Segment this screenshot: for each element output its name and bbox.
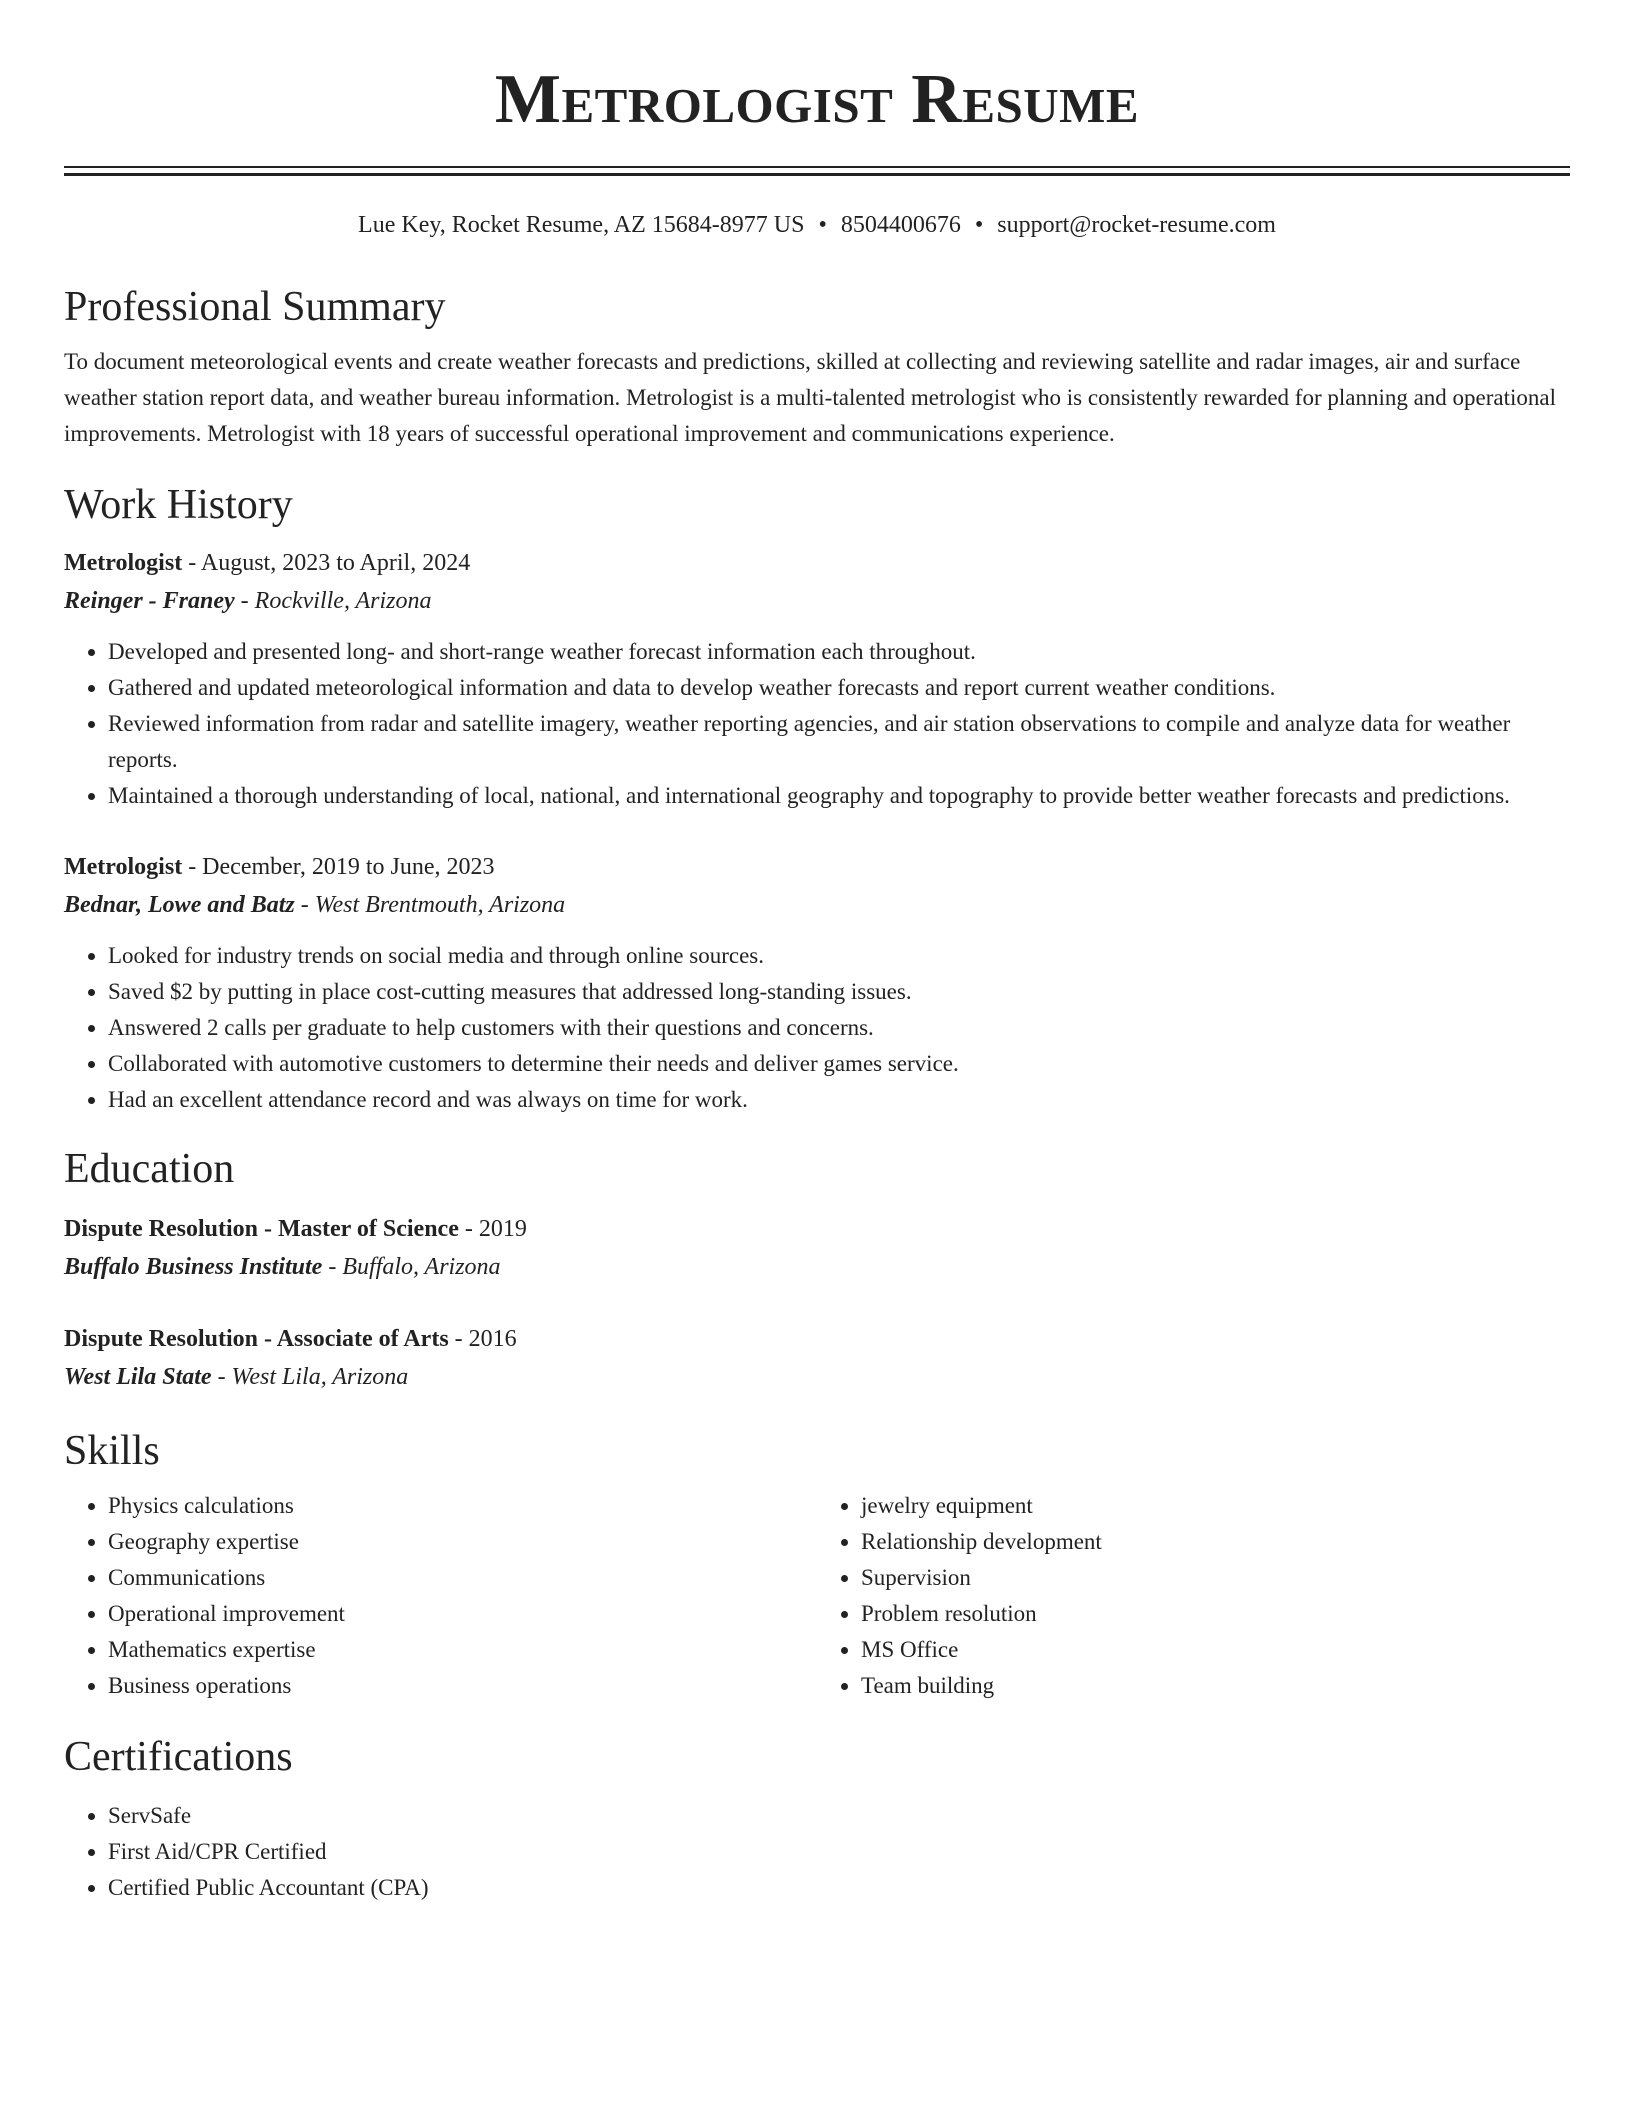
job-bullet: • Developed and presented long- and short-range weather forecast information each throughout. xyxy=(108,634,1570,670)
work-history-heading: Work History xyxy=(64,482,293,528)
job-entry xyxy=(64,544,1570,814)
certification-item: • Certified Public Accountant (CPA) xyxy=(108,1870,1570,1906)
degree-name: Dispute Resolution - Associate of Arts xyxy=(64,1326,449,1352)
contact-line xyxy=(64,210,1570,240)
job-title-line xyxy=(64,544,1570,582)
job-dates: - December, 2019 to June, 2023 xyxy=(182,854,495,880)
skill-item: • Relationship development xyxy=(861,1524,1570,1560)
job-bullets xyxy=(64,938,1570,1118)
title-divider xyxy=(64,166,1570,176)
education-heading: Education xyxy=(64,1146,235,1192)
job-bullet: • Maintained a thorough understanding of local, national, and international geography and topography to provide better weather forecasts and predictions. xyxy=(108,778,1570,814)
degree-year: - 2019 xyxy=(458,1216,527,1242)
skill-item: • MS Office xyxy=(861,1632,1570,1668)
school-name: Buffalo Business Institute xyxy=(64,1254,323,1280)
job-bullet: • Reviewed information from radar and satellite imagery, weather reporting agencies, and air station observations to compile and analyze data for weather reports. xyxy=(108,706,1570,778)
skill-item: • Mathematics expertise xyxy=(108,1632,817,1668)
skill-item: • Geography expertise xyxy=(108,1524,817,1560)
skills-list-left xyxy=(64,1488,817,1704)
certification-item: • ServSafe xyxy=(108,1798,1570,1834)
skill-item: • Supervision xyxy=(861,1560,1570,1596)
degree-line xyxy=(64,1320,1570,1358)
certifications-list xyxy=(64,1798,1570,1906)
school-location: - West Lila, Arizona xyxy=(211,1364,409,1390)
school-line xyxy=(64,1248,1570,1286)
contact-email: support@rocket-resume.com xyxy=(997,212,1276,238)
education-entry xyxy=(64,1320,1570,1396)
skills-list-right xyxy=(817,1488,1570,1704)
job-bullet: • Had an excellent attendance record and was always on time for work. xyxy=(108,1082,1570,1118)
school-name: West Lila State xyxy=(64,1364,212,1390)
degree-name: Dispute Resolution - Master of Science xyxy=(64,1216,459,1242)
job-title: Metrologist xyxy=(64,550,183,576)
employer-name: Reinger - Franey xyxy=(64,588,235,614)
job-dates: - August, 2023 to April, 2024 xyxy=(182,550,471,576)
resume-title: Metrologist Resume xyxy=(494,61,1140,138)
education-entry xyxy=(64,1210,1570,1286)
degree-year: - 2016 xyxy=(448,1326,517,1352)
contact-separator: • xyxy=(818,212,827,238)
job-title-line xyxy=(64,848,1570,886)
skills-columns xyxy=(64,1488,1570,1704)
skills-heading: Skills xyxy=(64,1428,160,1474)
job-bullet: • Gathered and updated meteorological information and data to develop weather forecasts and report current weather conditions. xyxy=(108,670,1570,706)
employer-location: - West Brentmouth, Arizona xyxy=(294,892,566,918)
employer-line xyxy=(64,886,1570,924)
skill-item: • Business operations xyxy=(108,1668,817,1704)
job-bullet: • Looked for industry trends on social media and through online sources. xyxy=(108,938,1570,974)
summary-text: To document meteorological events and create weather forecasts and predictions, skilled at collecting and reviewing satellite and radar images, air and surface weather station report data, and weather bureau information. Metrologist is a multi-talented metrologist who is consistently rewarded for planning and operational improvements. Metrologist with 18 years of successful operational improvement and communications experience. xyxy=(64,349,1557,446)
contact-separator: • xyxy=(974,212,984,238)
skill-item: • Communications xyxy=(108,1560,817,1596)
job-bullets xyxy=(64,634,1570,814)
skill-item: • Operational improvement xyxy=(108,1596,817,1632)
employer-name: Bednar, Lowe and Batz xyxy=(64,892,295,918)
job-title: Metrologist xyxy=(64,854,183,880)
contact-address: Lue Key, Rocket Resume, AZ 15684-8977 US xyxy=(358,212,805,238)
certification-item: • First Aid/CPR Certified xyxy=(108,1834,1570,1870)
skill-item: • jewelry equipment xyxy=(861,1488,1570,1524)
certifications-heading: Certifications xyxy=(64,1734,293,1780)
employer-line xyxy=(64,582,1570,620)
job-entry xyxy=(64,848,1570,1118)
summary-heading: Professional Summary xyxy=(64,284,446,330)
skill-item: • Team building xyxy=(861,1668,1570,1704)
contact-phone: 8504400676 xyxy=(840,212,961,238)
skill-item: • Physics calculations xyxy=(108,1488,817,1524)
school-line xyxy=(64,1358,1570,1396)
skill-item: • Problem resolution xyxy=(861,1596,1570,1632)
resume-page xyxy=(64,0,1570,1906)
job-bullet: • Collaborated with automotive customers to determine their needs and deliver games service. xyxy=(108,1046,1570,1082)
employer-location: - Rockville, Arizona xyxy=(234,588,432,614)
degree-line xyxy=(64,1210,1570,1248)
job-bullet: • Saved $2 by putting in place cost-cutting measures that addressed long-standing issues. xyxy=(108,974,1570,1010)
school-location: - Buffalo, Arizona xyxy=(322,1254,501,1280)
job-bullet: • Answered 2 calls per graduate to help customers with their questions and concerns. xyxy=(108,1010,1570,1046)
